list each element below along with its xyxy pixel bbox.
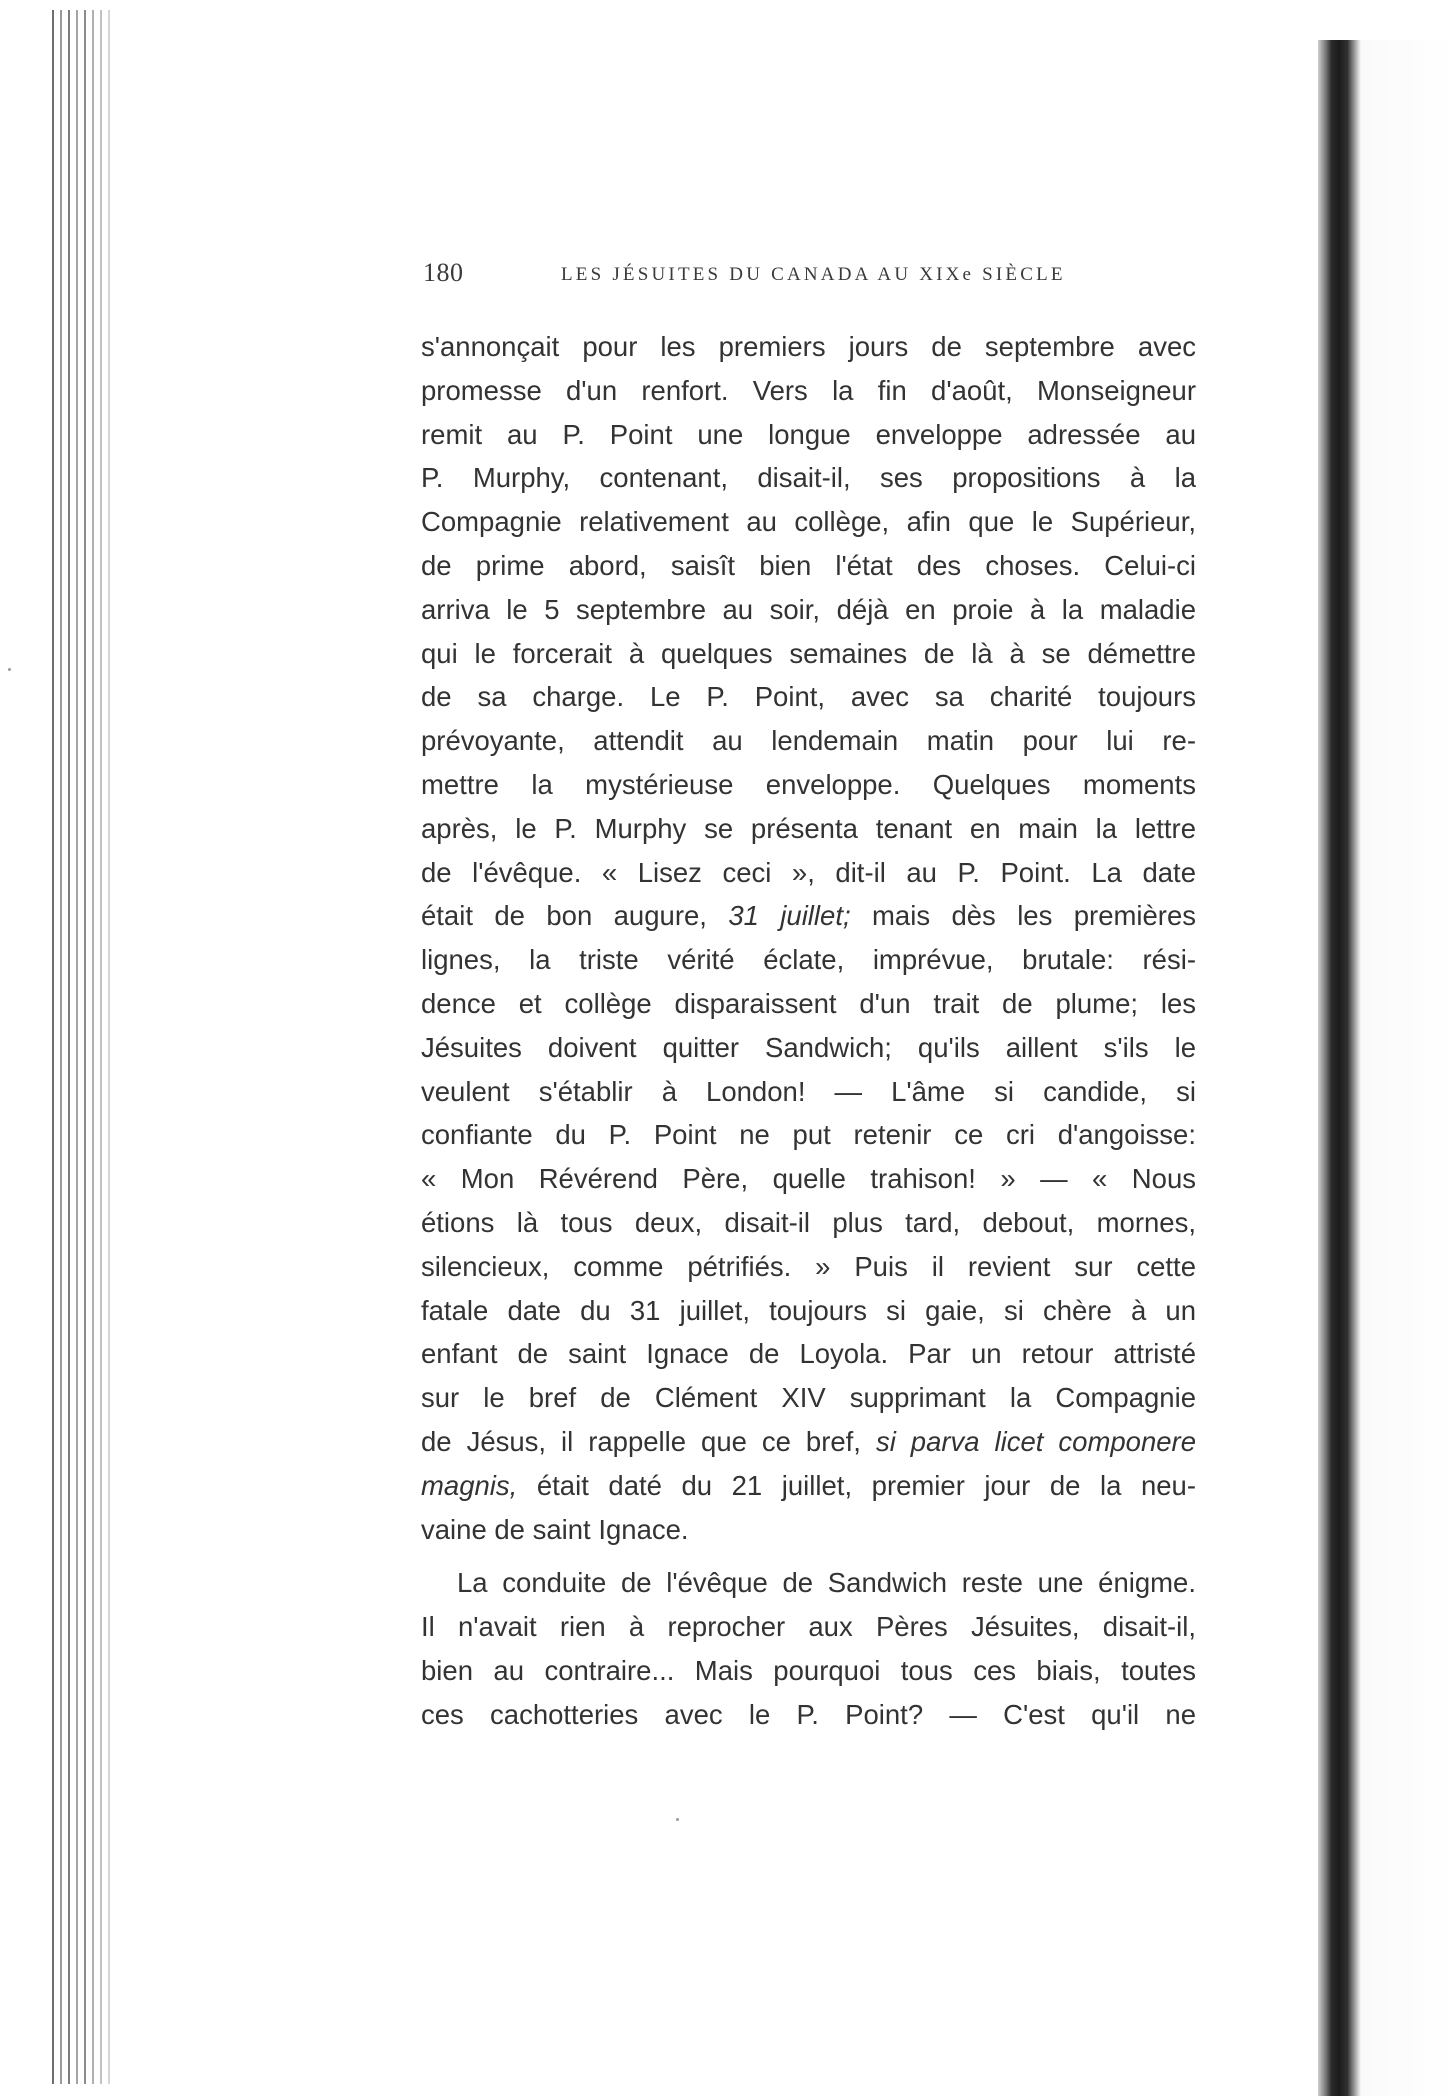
text-line xyxy=(421,982,1196,1026)
text-run: de sa charge. Le P. Point, avec sa charité toujours xyxy=(421,681,1196,713)
text-line xyxy=(421,851,1196,895)
text-line xyxy=(421,1201,1196,1245)
text-run: Compagnie relativement au collège, afin que le Supérieur, xyxy=(421,506,1196,538)
text-run: confiante du P. Point ne put retenir ce cri d'angoisse: xyxy=(421,1119,1196,1151)
text-line xyxy=(421,1113,1196,1157)
text-run: sur le bref de Clément XIV supprimant la Compagnie xyxy=(421,1382,1196,1414)
text-line xyxy=(421,1070,1196,1114)
text-run: ces cachotteries avec le P. Point? — C'est qu'il ne xyxy=(421,1698,1196,1730)
running-title: LES JÉSUITES DU CANADA AU XIXe SIÈCLE xyxy=(561,264,1066,285)
text-line xyxy=(421,544,1196,588)
text-run: lignes, la triste vérité éclate, imprévue, brutale: rési- xyxy=(421,944,1196,976)
page-edge xyxy=(84,10,86,2084)
text-line xyxy=(421,1026,1196,1070)
text-line xyxy=(421,1464,1196,1508)
text-run: veulent s'établir à London! — L'âme si candide, si xyxy=(421,1075,1196,1107)
text-run: Il n'avait rien à reprocher aux Pères Jésuites, disait-il, xyxy=(421,1611,1196,1643)
scan-speck xyxy=(8,668,11,671)
text-run: P. Murphy, contenant, disait-il, ses propositions à la xyxy=(421,462,1196,494)
text-run: de Jésus, il rappelle que ce bref, xyxy=(421,1425,876,1457)
text-run: fatale date du 31 juillet, toujours si gaie, si chère à un xyxy=(421,1294,1196,1326)
text-line xyxy=(421,1649,1196,1693)
book-binding xyxy=(1318,40,1348,2096)
text-run: remit au P. Point une longue enveloppe adressée au xyxy=(421,418,1196,450)
text-line xyxy=(421,763,1196,807)
text-line xyxy=(421,500,1196,544)
text-line xyxy=(421,588,1196,632)
text-run: de l'évêque. « Lisez ceci », dit-il au P. Point. La date xyxy=(421,856,1196,888)
text-line xyxy=(421,1376,1196,1420)
text-run: bien au contraire... Mais pourquoi tous ces biais, toutes xyxy=(421,1654,1196,1686)
text-line xyxy=(421,938,1196,982)
paragraph-gap xyxy=(421,1551,1196,1561)
text-line xyxy=(421,369,1196,413)
text-run: silencieux, comme pétrifiés. » Puis il revient sur cette xyxy=(421,1250,1196,1282)
text-line xyxy=(421,456,1196,500)
body-text xyxy=(421,325,1196,1737)
scan-speck xyxy=(676,1818,679,1821)
text-line xyxy=(421,325,1196,369)
text-line xyxy=(421,1157,1196,1201)
running-head xyxy=(423,258,1203,298)
text-line xyxy=(421,1420,1196,1464)
text-line xyxy=(421,1693,1196,1737)
text-line xyxy=(421,894,1196,938)
text-run: mettre la mystérieuse enveloppe. Quelques moments xyxy=(421,768,1196,800)
text-run: dence et collège disparaissent d'un trait de plume; les xyxy=(421,987,1196,1019)
text-line xyxy=(421,807,1196,851)
text-line xyxy=(421,719,1196,763)
italic-phrase: magnis, xyxy=(421,1469,518,1501)
text-run: était de bon augure, xyxy=(421,900,729,932)
text-run: de prime abord, saisît bien l'état des choses. Celui-ci xyxy=(421,549,1196,581)
text-run: après, le P. Murphy se présenta tenant en main la lettre xyxy=(421,812,1196,844)
text-run: prévoyante, attendit au lendemain matin pour lui re- xyxy=(421,725,1196,757)
text-line xyxy=(421,1332,1196,1376)
text-line xyxy=(421,413,1196,457)
italic-phrase: si parva licet componere xyxy=(875,1425,1196,1457)
text-line xyxy=(421,1245,1196,1289)
text-run: promesse d'un renfort. Vers la fin d'août, Monseigneur xyxy=(421,374,1196,406)
text-run: mais dès les premières xyxy=(850,900,1196,932)
page-edge xyxy=(100,10,102,2084)
text-run: enfant de saint Ignace de Loyola. Par un retour attristé xyxy=(421,1338,1196,1370)
text-line xyxy=(421,1561,1196,1605)
text-run: s'annonçait pour les premiers jours de septembre avec xyxy=(421,331,1196,362)
text-run: qui le forcerait à quelques semaines de là à se démettre xyxy=(421,637,1196,669)
facing-page xyxy=(1348,40,1456,2096)
text-run: vaine de saint Ignace. xyxy=(421,1513,689,1545)
text-run: Jésuites doivent quitter Sandwich; qu'ils aillent s'ils le xyxy=(421,1031,1196,1063)
page-number: 180 xyxy=(423,258,464,287)
text-run: « Mon Révérend Père, quelle trahison! » — « Nous xyxy=(421,1163,1196,1195)
page-edge xyxy=(68,10,70,2084)
page-edge xyxy=(60,10,62,2084)
page-edge xyxy=(76,10,78,2084)
text-line xyxy=(421,1289,1196,1333)
text-run: arriva le 5 septembre au soir, déjà en proie à la maladie xyxy=(421,593,1196,625)
text-line xyxy=(421,632,1196,676)
text-run: était daté du 21 juillet, premier jour de la neu- xyxy=(517,1469,1196,1501)
page-edge xyxy=(52,10,54,2084)
text-run: La conduite de l'évêque de Sandwich reste une énigme. xyxy=(457,1567,1196,1599)
page-edge xyxy=(108,10,110,2084)
italic-phrase: 31 juillet; xyxy=(728,900,851,932)
page-edge xyxy=(92,10,94,2084)
text-line xyxy=(421,1605,1196,1649)
text-line xyxy=(421,675,1196,719)
text-run: étions là tous deux, disait-il plus tard, debout, mornes, xyxy=(421,1206,1196,1238)
text-line xyxy=(421,1508,1196,1552)
